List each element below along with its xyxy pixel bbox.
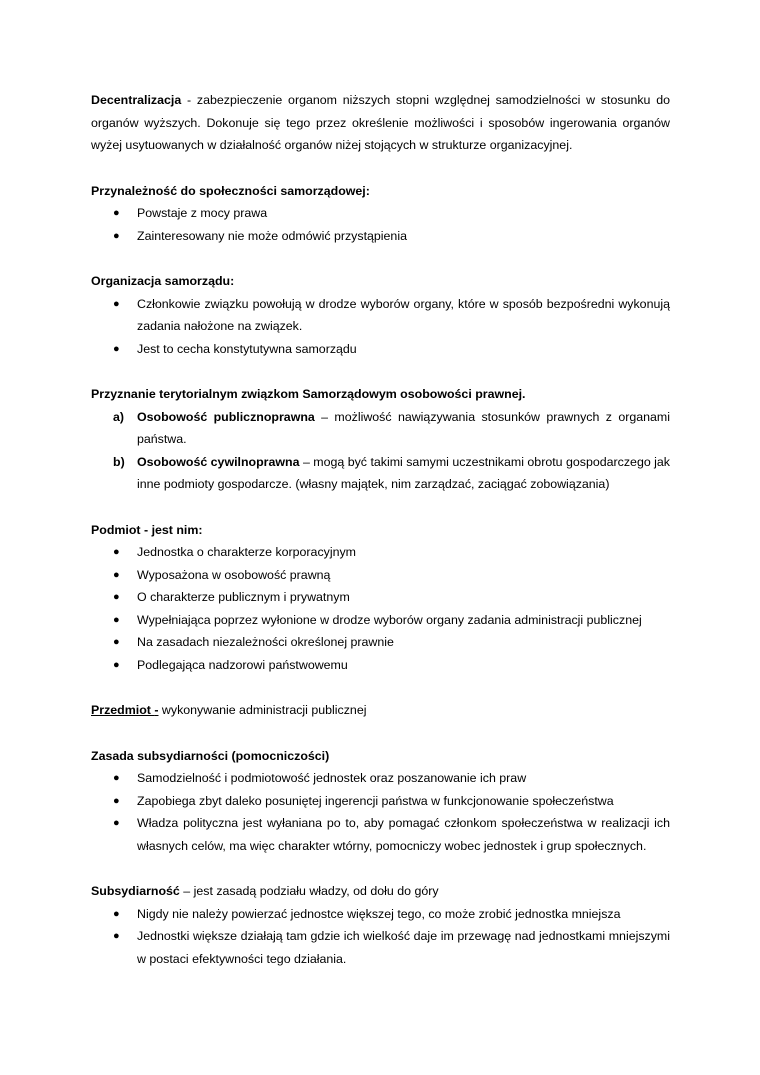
- subsydiarnosc-term: Subsydiarność: [91, 884, 180, 898]
- bullet-icon: ●: [113, 229, 120, 242]
- podmiot-list: [91, 541, 670, 676]
- list-item: ● Wyposażona w osobowość prawną: [91, 564, 670, 587]
- bullet-icon: ●: [113, 636, 120, 648]
- bullet-icon: ●: [113, 207, 120, 219]
- osobowosc-term: Osobowość cywilnoprawna: [137, 454, 300, 469]
- list-letter: b): [113, 454, 125, 469]
- list-item: ● Zainteresowany nie może odmówić przystąpienia: [91, 225, 670, 248]
- bullet-icon: ●: [113, 297, 120, 310]
- list-item: ● Członkowie związku powołują w drodze wyborów organy, które w sposób bezpośredni wykonują zadania nałożone na związek.: [91, 293, 670, 338]
- bullet-icon: ●: [113, 907, 120, 920]
- list-item: a) Osobowość publicznoprawna – możliwość nawiązywania stosunków prawnych z organami państwa.: [91, 406, 670, 451]
- document-page: [91, 89, 670, 970]
- list-item: ● Na zasadach niezależności określonej prawnie: [91, 631, 670, 654]
- bullet-icon: ●: [113, 591, 120, 603]
- przynaleznosc-list: [91, 202, 670, 247]
- bullet-icon: ●: [113, 342, 120, 355]
- bullet-icon: ●: [113, 658, 120, 671]
- osobowosc-list: [91, 406, 670, 496]
- bullet-icon: ●: [113, 546, 120, 558]
- bullet-icon: ●: [113, 772, 120, 784]
- list-item: ● Powstaje z mocy prawa: [91, 202, 670, 225]
- bullet-icon: ●: [113, 568, 120, 581]
- list-item: b) Osobowość cywilnoprawna – mogą być takimi samymi uczestnikami obrotu gospodarczego jak inne podmioty gospodarcze. (własny majątek, nim zarządzać, zaciągać zobowiązania): [91, 451, 670, 496]
- przedmiot-term: Przedmiot: [91, 703, 155, 717]
- list-item: ● Jednostka o charakterze korporacyjnym: [91, 541, 670, 564]
- list-item: ● Jednostki większe działają tam gdzie ich wielkość daje im przewagę nad jednostkami mniejszymi w postaci efektywności tego działania.: [91, 925, 670, 970]
- subsydiarnosc-text: – jest zasadą podziału władzy, od dołu do góry: [179, 884, 439, 898]
- przedmiot-paragraph: [91, 699, 670, 722]
- przynaleznosc-heading: Przynależność do społeczności samorządowej:: [91, 183, 370, 198]
- zasada-list: [91, 767, 670, 857]
- zasada-heading: Zasada subsydiarności (pomocniczości): [91, 748, 330, 763]
- list-item: ● Podlegająca nadzorowi państwowemu: [91, 654, 670, 677]
- subsydiarnosc-list: [91, 903, 670, 971]
- bullet-icon: ●: [113, 930, 120, 942]
- list-item: ● Zapobiega zbyt daleko posuniętej ingerencji państwa w funkcjonowanie społeczeństwa: [91, 790, 670, 813]
- osobowosc-term: Osobowość publicznoprawna: [137, 409, 315, 424]
- bullet-icon: ●: [113, 613, 120, 626]
- list-item: ● Samodzielność i podmiotowość jednostek oraz poszanowanie ich praw: [91, 767, 670, 790]
- list-item: ● Nigdy nie należy powierzać jednostce większej tego, co może zrobić jednostka mniejsza: [91, 903, 670, 926]
- przedmiot-text: wykonywanie administracji publicznej: [158, 703, 367, 717]
- list-item: ● O charakterze publicznym i prywatnym: [91, 586, 670, 609]
- decentralizacja-text: - zabezpieczenie organom niższych stopni względnej samodzielności w stosunku do organów wyższych. Dokonuje się tego przez określenie możliwości i sposobów ingerowania organów wyżej usytuowanych w działalność organów niżej stojących w strukturze organizacyjnej.: [91, 93, 670, 152]
- organizacja-list: [91, 293, 670, 361]
- przedmiot-dash: -: [154, 703, 159, 717]
- subsydiarnosc-paragraph: [91, 880, 670, 903]
- list-item: ● Jest to cecha konstytutywna samorządu: [91, 338, 670, 361]
- list-letter: a): [113, 409, 125, 424]
- list-item: ● Władza polityczna jest wyłaniana po to, aby pomagać członkom społeczeństwa w realizacji ich własnych celów, ma więc charakter wtórny, pomocniczy wobec jednostek i grup społecznych.: [91, 812, 670, 857]
- podmiot-heading: Podmiot - jest nim:: [91, 522, 203, 537]
- osobowosc-heading: Przyznanie terytorialnym związkom Samorządowym osobowości prawnej.: [91, 387, 526, 401]
- decentralizacja-term: Decentralizacja: [91, 93, 182, 107]
- organizacja-heading: Organizacja samorządu:: [91, 274, 235, 288]
- decentralizacja-paragraph: [91, 89, 670, 157]
- bullet-icon: ●: [113, 794, 120, 807]
- bullet-icon: ●: [113, 817, 120, 829]
- list-item: ● Wypełniająca poprzez wyłonione w drodze wyborów organy zadania administracji publicznej: [91, 609, 670, 632]
